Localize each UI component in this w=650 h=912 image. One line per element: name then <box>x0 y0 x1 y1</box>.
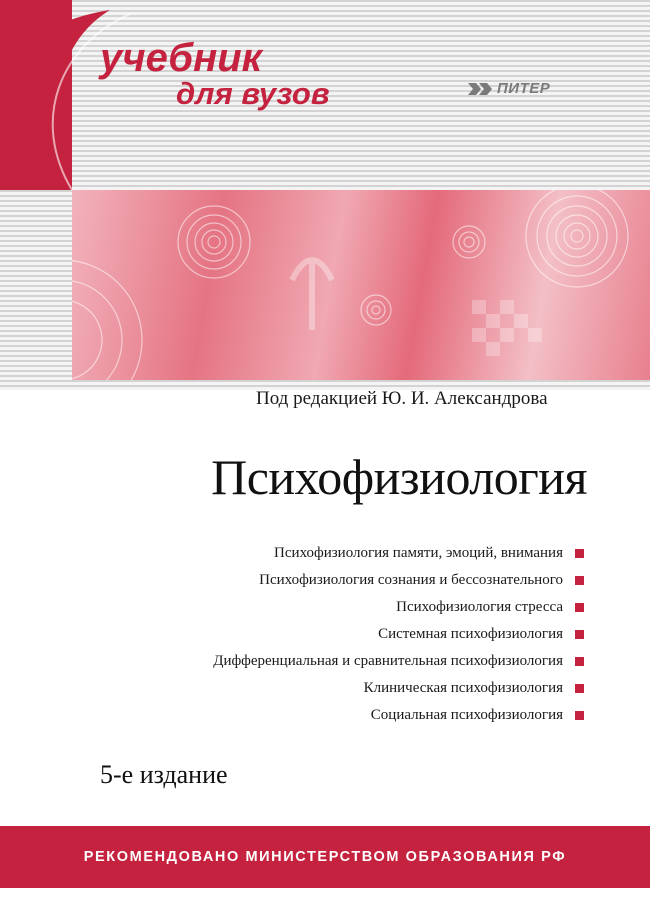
topic-label: Социальная психофизиология <box>370 707 563 723</box>
square-bullet-icon <box>575 576 584 585</box>
square-bullet-icon <box>575 630 584 639</box>
series-logo <box>100 38 330 110</box>
topic-item <box>213 594 584 621</box>
book-title: Психофизиология <box>211 449 587 505</box>
topic-label: Психофизиология сознания и бессознательного <box>259 572 563 588</box>
topic-label: Клиническая психофизиология <box>363 680 563 696</box>
piter-arrows-icon <box>468 83 494 95</box>
topic-label: Психофизиология памяти, эмоций, внимания <box>274 545 563 561</box>
edition-label: 5-е издание <box>100 760 228 789</box>
square-bullet-icon <box>575 657 584 666</box>
topic-label: Системная психофизиология <box>378 626 563 642</box>
publisher-name: ПИТЕР <box>497 80 551 97</box>
square-bullet-icon <box>575 684 584 693</box>
topic-item <box>213 567 584 594</box>
topic-item <box>213 702 584 729</box>
square-bullet-icon <box>575 603 584 612</box>
series-line-1: учебник <box>100 36 262 80</box>
editor-credit: Под редакцией Ю. И. Александрова <box>256 388 548 409</box>
publisher-logo <box>468 80 550 97</box>
topic-item <box>213 540 584 567</box>
square-bullet-icon <box>575 711 584 720</box>
square-bullet-icon <box>575 549 584 558</box>
topic-item <box>213 675 584 702</box>
recommendation-text: РЕКОМЕНДОВАНО МИНИСТЕРСТВОМ ОБРАЗОВАНИЯ РФ <box>83 849 567 865</box>
recommendation-banner <box>0 826 650 888</box>
topic-label: Дифференциальная и сравнительная психофизиология <box>213 653 563 669</box>
topics-list <box>213 540 584 729</box>
topic-item <box>213 621 584 648</box>
topic-label: Психофизиология стресса <box>396 599 563 615</box>
series-line-2: для вузов <box>176 76 330 111</box>
topic-item <box>213 648 584 675</box>
